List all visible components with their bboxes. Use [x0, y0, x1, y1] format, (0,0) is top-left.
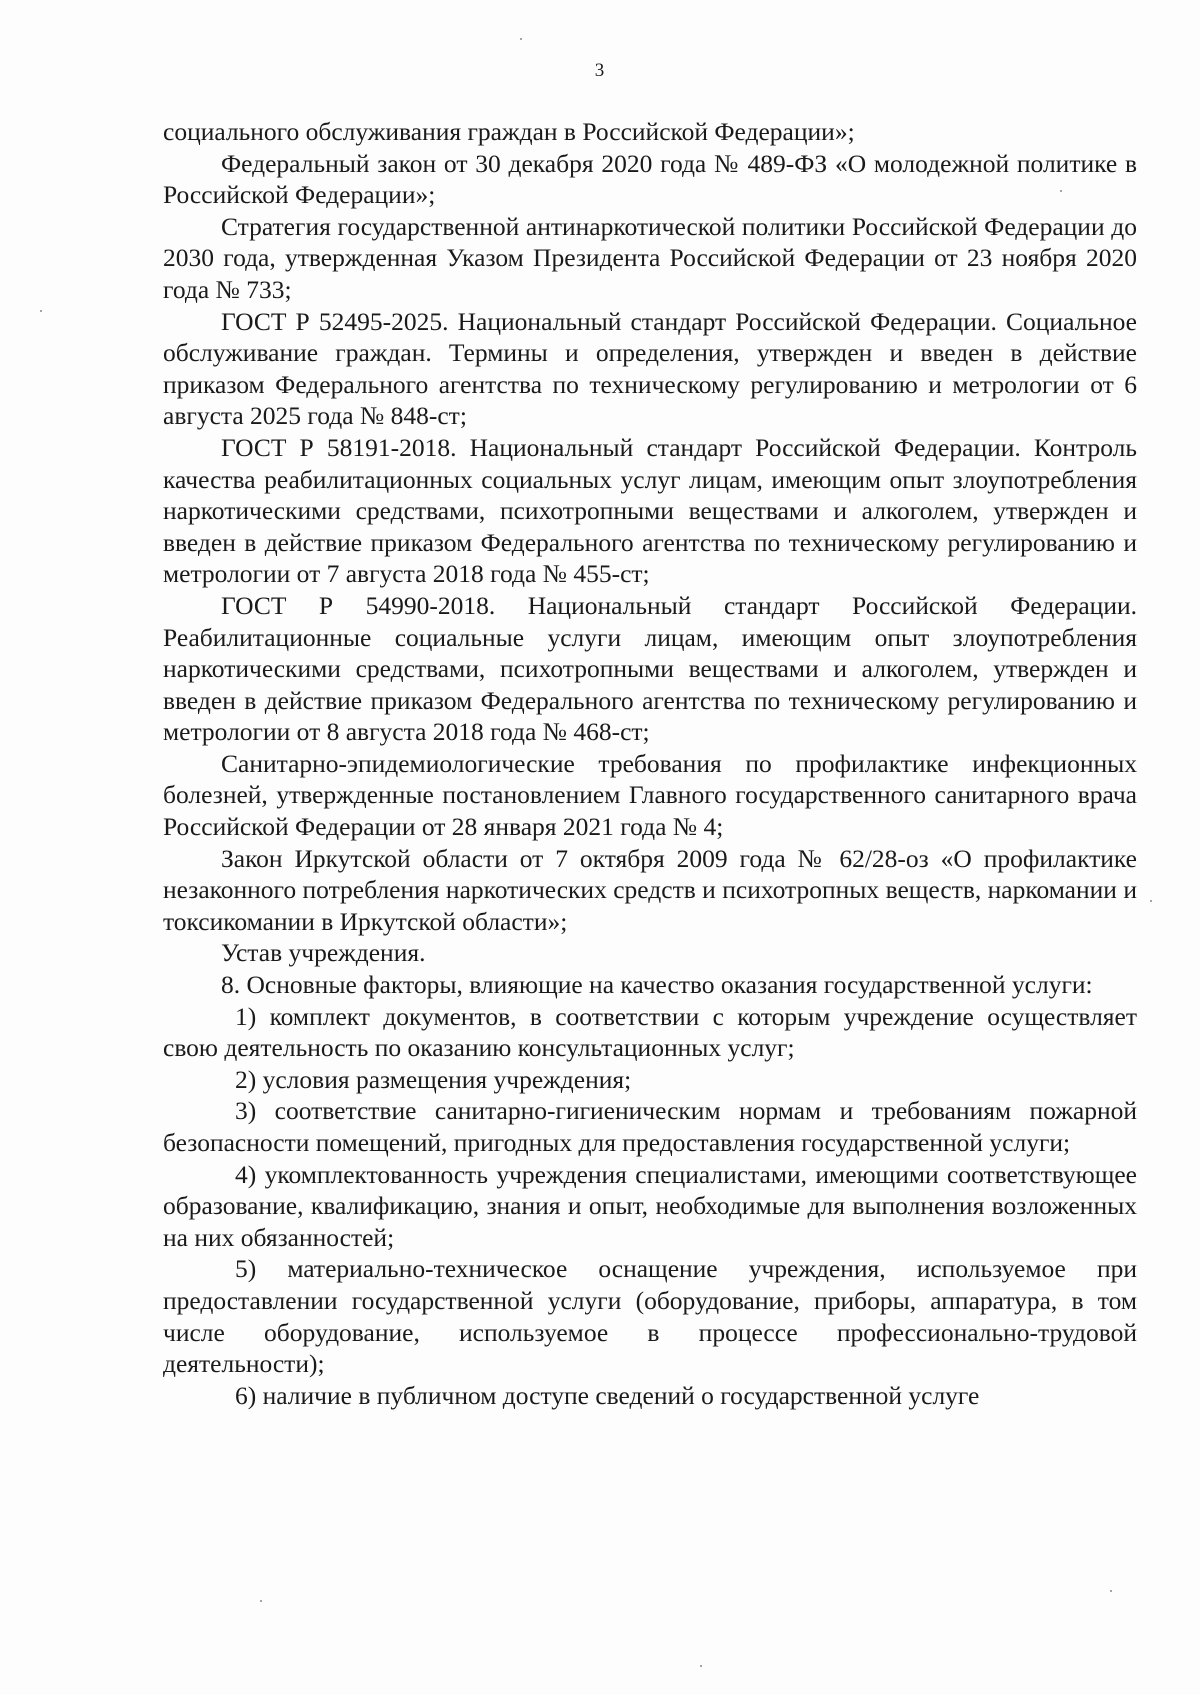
list-item-2: 2) условия размещения учреждения; — [235, 1064, 632, 1094]
paragraph-federal-law-489: Федеральный закон от 30 декабря 2020 года № 489-ФЗ «О молодежной политике в Российской Федерации»; — [163, 148, 1137, 210]
paragraph-section-8: 8. Основные факторы, влияющие на качество оказания государственной услуги: — [221, 970, 1093, 1000]
page-number: 3 — [594, 60, 606, 81]
scan-speck — [1150, 900, 1152, 902]
list-item-6: 6) наличие в публичном доступе сведений о государственной услуге — [235, 1380, 980, 1410]
list-item-3: 3) соответствие санитарно-гигиеническим нормам и требованиям пожарной безопасности помещений, пригодных для предоставления государственной услуги; — [163, 1096, 1137, 1157]
scan-speck — [700, 1665, 702, 1667]
paragraph-sanitary-requirements: Санитарно-эпидемиологические требования по профилактике инфекционных болезней, утвержденные постановлением Главного государственного санитарного врача Российской Федерации от 28 января 2021 года № 4; — [163, 748, 1137, 842]
list-item-1: 1) комплект документов, в соответствии с которым учреждение осуществляет свою деятельность по оказанию консультационных услуг; — [163, 1001, 1137, 1063]
paragraph-gost-54990: ГОСТ Р 54990-2018. Национальный стандарт Российской Федерации. Реабилитационные социальные услуги лицам, имеющим опыт злоупотребления наркотическими средствами, психотропными веществами и алкоголем, утвержден и введен в действие приказом Федерального агентства по техническому регулированию и метрологии от 8 августа 2018 года № 468-ст; — [163, 590, 1137, 747]
list-item-5: 5) материально-техническое оснащение учреждения, используемое при предоставлении государственной услуги (оборудование, приборы, аппаратура, в том числе оборудование, используемое в процессе профессионально-трудовой деятельности); — [163, 1254, 1137, 1379]
paragraph-gost-52495: ГОСТ Р 52495-2025. Национальный стандарт Российской Федерации. Социальное обслуживание граждан. Термины и определения, утвержден и введен в действие приказом Федерального агентства по техническому регулированию и метрологии от 6 августа 2025 года № 848-ст; — [163, 306, 1137, 431]
scan-speck — [40, 310, 42, 312]
paragraph-strategy-733: Стратегия государственной антинаркотической политики Российской Федерации до 2030 года, утвержденная Указом Президента Российской Федерации от 23 ноября 2020 года № 733; — [163, 211, 1137, 304]
paragraph-continuation: социального обслуживания граждан в Российской Федерации»; — [163, 117, 855, 146]
list-item-4: 4) укомплектованность учреждения специалистами, имеющими соответствующее образование, квалификацию, знания и опыт, необходимые для выполнения возложенных на них обязанностей; — [163, 1159, 1137, 1252]
scan-speck — [260, 1600, 262, 1602]
scan-speck — [1110, 1590, 1112, 1592]
scan-speck — [1060, 190, 1062, 192]
paragraph-irkutsk-law: Закон Иркутской области от 7 октября 2009 года № 62/28-оз «О профилактике незаконного потребления наркотических средств и психотропных веществ, наркомании и токсикомании в Иркутской области»; — [163, 843, 1137, 936]
scan-speck — [520, 38, 522, 40]
paragraph-gost-58191: ГОСТ Р 58191-2018. Национальный стандарт Российской Федерации. Контроль качества реабилитационных социальных услуг лицам, имеющим опыт злоупотребления наркотическими средствами, психотропными веществами и алкоголем, утвержден и введен в действие приказом Федерального агентства по техническому регулированию и метрологии от 7 августа 2018 года № 455-ст; — [163, 432, 1137, 589]
paragraph-charter: Устав учреждения. — [221, 938, 426, 968]
document-body — [163, 116, 1137, 1411]
